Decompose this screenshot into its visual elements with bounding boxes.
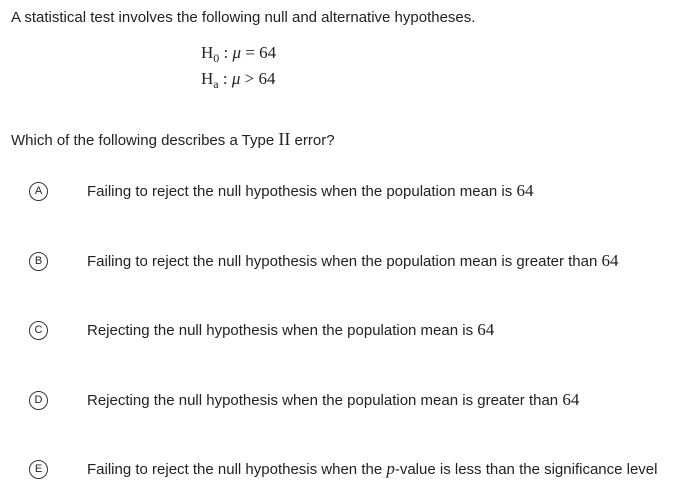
option-b[interactable]	[0, 247, 673, 277]
alternative-hypothesis	[201, 68, 275, 91]
question-prompt	[11, 129, 335, 151]
alt-hypothesis-relation: >	[240, 69, 259, 88]
alt-hypothesis-value: 64	[258, 69, 276, 88]
option-b-letter-badge[interactable]: B	[29, 252, 48, 271]
alt-hypothesis-separator: :	[218, 69, 232, 88]
option-e-label-after: -value is less than the significance level	[394, 461, 658, 478]
null-hypothesis	[201, 42, 276, 65]
option-d-text[interactable]	[87, 390, 579, 411]
option-c[interactable]	[0, 316, 673, 346]
option-d-value: 64	[562, 390, 580, 409]
option-a-text[interactable]	[87, 181, 533, 202]
option-a-label: Failing to reject the null hypothesis when the population mean is	[87, 183, 517, 200]
option-d[interactable]	[0, 386, 673, 416]
option-e-text[interactable]	[87, 459, 657, 480]
option-a-value: 64	[516, 181, 534, 200]
null-hypothesis-parameter: μ	[232, 43, 242, 62]
question-after: error?	[290, 132, 335, 149]
option-e-label-before: Failing to reject the null hypothesis when the	[87, 461, 387, 478]
option-c-text[interactable]	[87, 320, 494, 341]
option-c-letter-badge[interactable]: C	[29, 321, 48, 340]
null-hypothesis-symbol: H	[201, 43, 214, 62]
option-e-letter-badge[interactable]: E	[29, 460, 48, 479]
alt-hypothesis-symbol: H	[201, 69, 214, 88]
question-before: Which of the following describes a Type	[11, 132, 279, 149]
option-d-label: Rejecting the null hypothesis when the population mean is greater than	[87, 392, 563, 409]
option-a-letter-badge[interactable]: A	[29, 182, 48, 201]
alt-hypothesis-parameter: μ	[231, 69, 241, 88]
option-c-value: 64	[477, 320, 495, 339]
question-intro: A statistical test involves the following null and alternative hypotheses.	[11, 9, 476, 26]
alt-hypothesis-subscript: a	[213, 77, 219, 91]
option-b-text[interactable]	[87, 251, 618, 272]
option-b-label: Failing to reject the null hypothesis when the population mean is greater than	[87, 253, 602, 270]
option-e-p-symbol: p	[386, 459, 395, 478]
option-c-label: Rejecting the null hypothesis when the population mean is	[87, 322, 478, 339]
option-e[interactable]	[0, 455, 673, 485]
null-hypothesis-separator: :	[219, 43, 233, 62]
option-d-letter-badge[interactable]: D	[29, 391, 48, 410]
option-a[interactable]	[0, 177, 673, 207]
option-b-value: 64	[601, 251, 619, 270]
question-roman-numeral: II	[278, 129, 291, 149]
null-hypothesis-value: 64	[259, 43, 277, 62]
null-hypothesis-subscript: 0	[213, 51, 220, 65]
null-hypothesis-relation: =	[241, 43, 260, 62]
